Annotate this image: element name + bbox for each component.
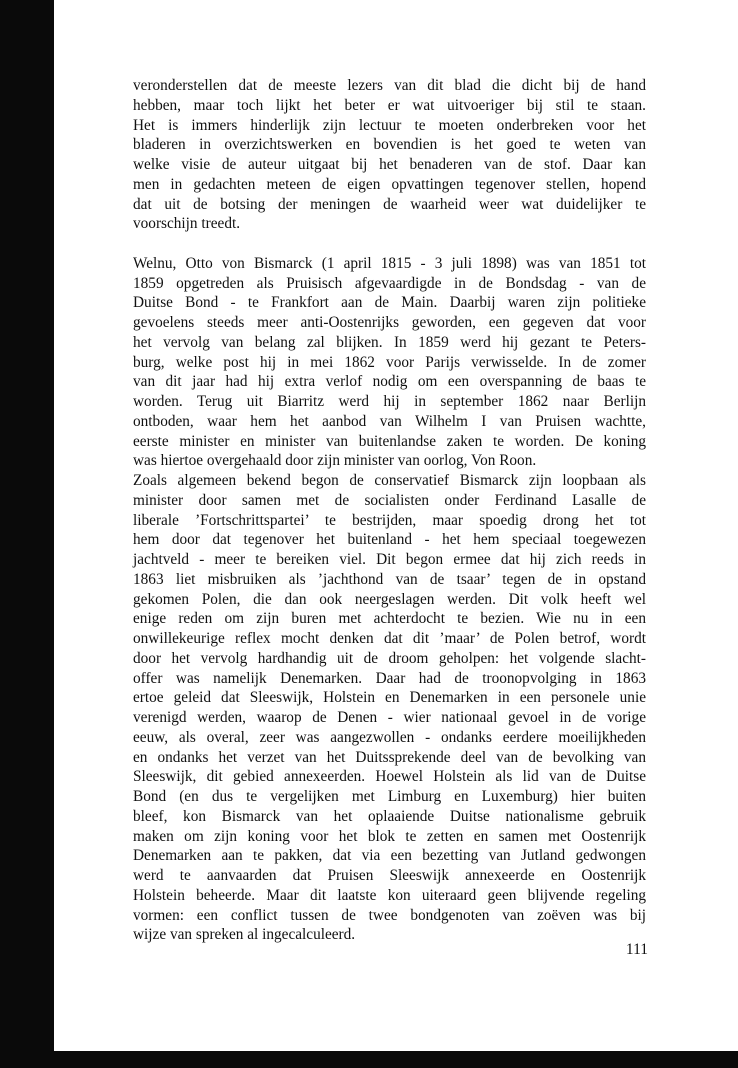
text-line: wijze van spreken al ingecalculeerd.: [133, 926, 356, 944]
text-line: ontboden, waar hem het aanbod van Wilhelm I van Pruisen wachtte,: [133, 412, 646, 430]
text-line: liberale ’Fortschrittspartei’ te bestrijden, maar spoedig drong het tot: [133, 511, 646, 529]
text-line: voorschijn treedt.: [133, 215, 241, 233]
text-line: verenigd werden, waarop de Denen - wier nationaal gevoel in de vorige: [133, 709, 646, 726]
text-line: bleef, kon Bismarck van het oplaaiende Duitse nationalisme gebruik: [133, 807, 646, 825]
text-line: offer was namelijk Denemarken. Daar had de troonopvolging in 1863: [133, 669, 646, 687]
text-line: Sleeswijk, dit gebied annexeerden. Hoewel Holstein als lid van de Duitse: [133, 768, 646, 786]
text-line: minister door samen met de socialisten onder Ferdinand Lasalle de: [133, 491, 646, 509]
text-line: bladeren in overzichtswerken en bovendien is het goed te weten van: [133, 136, 646, 154]
text-line: werd te aanvaarden dat Pruisen Sleeswijk annexeerde en Oostenrijk: [133, 867, 646, 884]
text-line: jachtveld - meer te bereiken viel. Dit begon ermee dat hij zich reeds in: [133, 551, 646, 568]
text-line: welke visie de auteur uitgaat bij het benaderen van de stof. Daar kan: [133, 156, 646, 173]
text-line: gekomen Polen, die dan ook neergeslagen werden. Dit volk heeft wel: [133, 590, 646, 608]
text-line: het vervolg van belang zal blijken. In 1859 werd hij gezant te Peters-: [133, 333, 646, 351]
text-line: eeuw, als overal, zeer was aangezwollen - ondanks eerdere moeilijkheden: [133, 728, 646, 746]
scan-border-bottom: [0, 1051, 738, 1068]
text-line: burg, welke post hij in mei 1862 voor Parijs verwisselde. In de zomer: [133, 353, 646, 371]
text-line: Welnu, Otto von Bismarck (1 april 1815 - 3 juli 1898) was van 1851 tot: [133, 254, 646, 272]
text-line: maken om zijn koning voor het blok te zetten en samen met Oostenrijk: [133, 827, 646, 845]
page-number: 111: [625, 941, 648, 958]
text-line: Duitse Bond - te Frankfort aan de Main. Daarbij waren zijn politieke: [133, 294, 646, 312]
text-line: onwillekeurige reflex mocht denken dat dit ’maar’ de Polen betrof, wordt: [133, 630, 646, 647]
text-line: veronderstellen dat de meeste lezers van dit blad die dicht bij de hand: [133, 77, 646, 94]
text-line: was hiertoe overgehaald door zijn minister van oorlog, Von Roon.: [133, 452, 537, 470]
text-line: 1863 liet misbruiken als ’jachthond van de tsaar’ tegen de in opstand: [133, 570, 646, 588]
text-line: door het vervolg hardhandig uit de droom geholpen: het volgende slacht-: [133, 649, 646, 667]
text-line: ertoe geleid dat Sleeswijk, Holstein en Denemarken in een personele unie: [133, 689, 646, 707]
text-line: Het is immers hinderlijk zijn lectuur te moeten onderbreken voor het: [133, 116, 646, 134]
paragraph: [133, 254, 646, 471]
text-line: gevoelens steeds meer anti-Oostenrijks geworden, een gegeven dat voor: [133, 314, 646, 331]
text-line: enige reden om zijn buren met achterdocht te bezien. Wie nu in een: [133, 610, 646, 628]
text-line: en ondanks het verzet van het Duitssprekende deel van de bevolking van: [133, 748, 646, 766]
text-line: Holstein beheerde. Maar dit laatste kon uiteraard geen blijvende regeling: [133, 886, 646, 904]
text-line: van dit jaar had hij extra verlof nodig om een overspanning de baas te: [133, 373, 646, 391]
paragraph: [133, 471, 646, 945]
text-line: 1859 opgetreden als Pruisisch afgevaardigde in de Bondsdag - van de: [133, 274, 646, 292]
scan-border-left: [0, 0, 54, 1068]
text-line: eerste minister en minister van buitenlandse zaken te worden. De koning: [133, 432, 646, 450]
text-line: hebben, maar toch lijkt het beter er wat uitvoeriger bij stil te staan.: [133, 96, 646, 114]
text-line: vormen: een conflict tussen de twee bondgenoten van zoëven was bij: [133, 906, 646, 924]
text-line: dat uit de botsing der meningen de waarheid weer wat duidelijker te: [133, 195, 646, 213]
text-line: Denemarken aan te pakken, dat via een bezetting van Jutland gedwongen: [133, 847, 646, 865]
text-line: worden. Terug uit Biarritz werd hij in september 1862 naar Berlijn: [133, 393, 646, 410]
text-line: hem door dat tegenover het buitenland - het hem speciaal toegewezen: [133, 531, 646, 549]
text-line: Bond (en dus te vergelijken met Limburg en Luxemburg) hier buiten: [133, 788, 646, 805]
text-line: Zoals algemeen bekend begon de conservatief Bismarck zijn loopbaan als: [133, 472, 646, 489]
text-line: men in gedachten meteen de eigen opvattingen tegenover stellen, hopend: [133, 175, 646, 193]
paragraph: [133, 76, 646, 234]
body-text: [133, 76, 646, 945]
